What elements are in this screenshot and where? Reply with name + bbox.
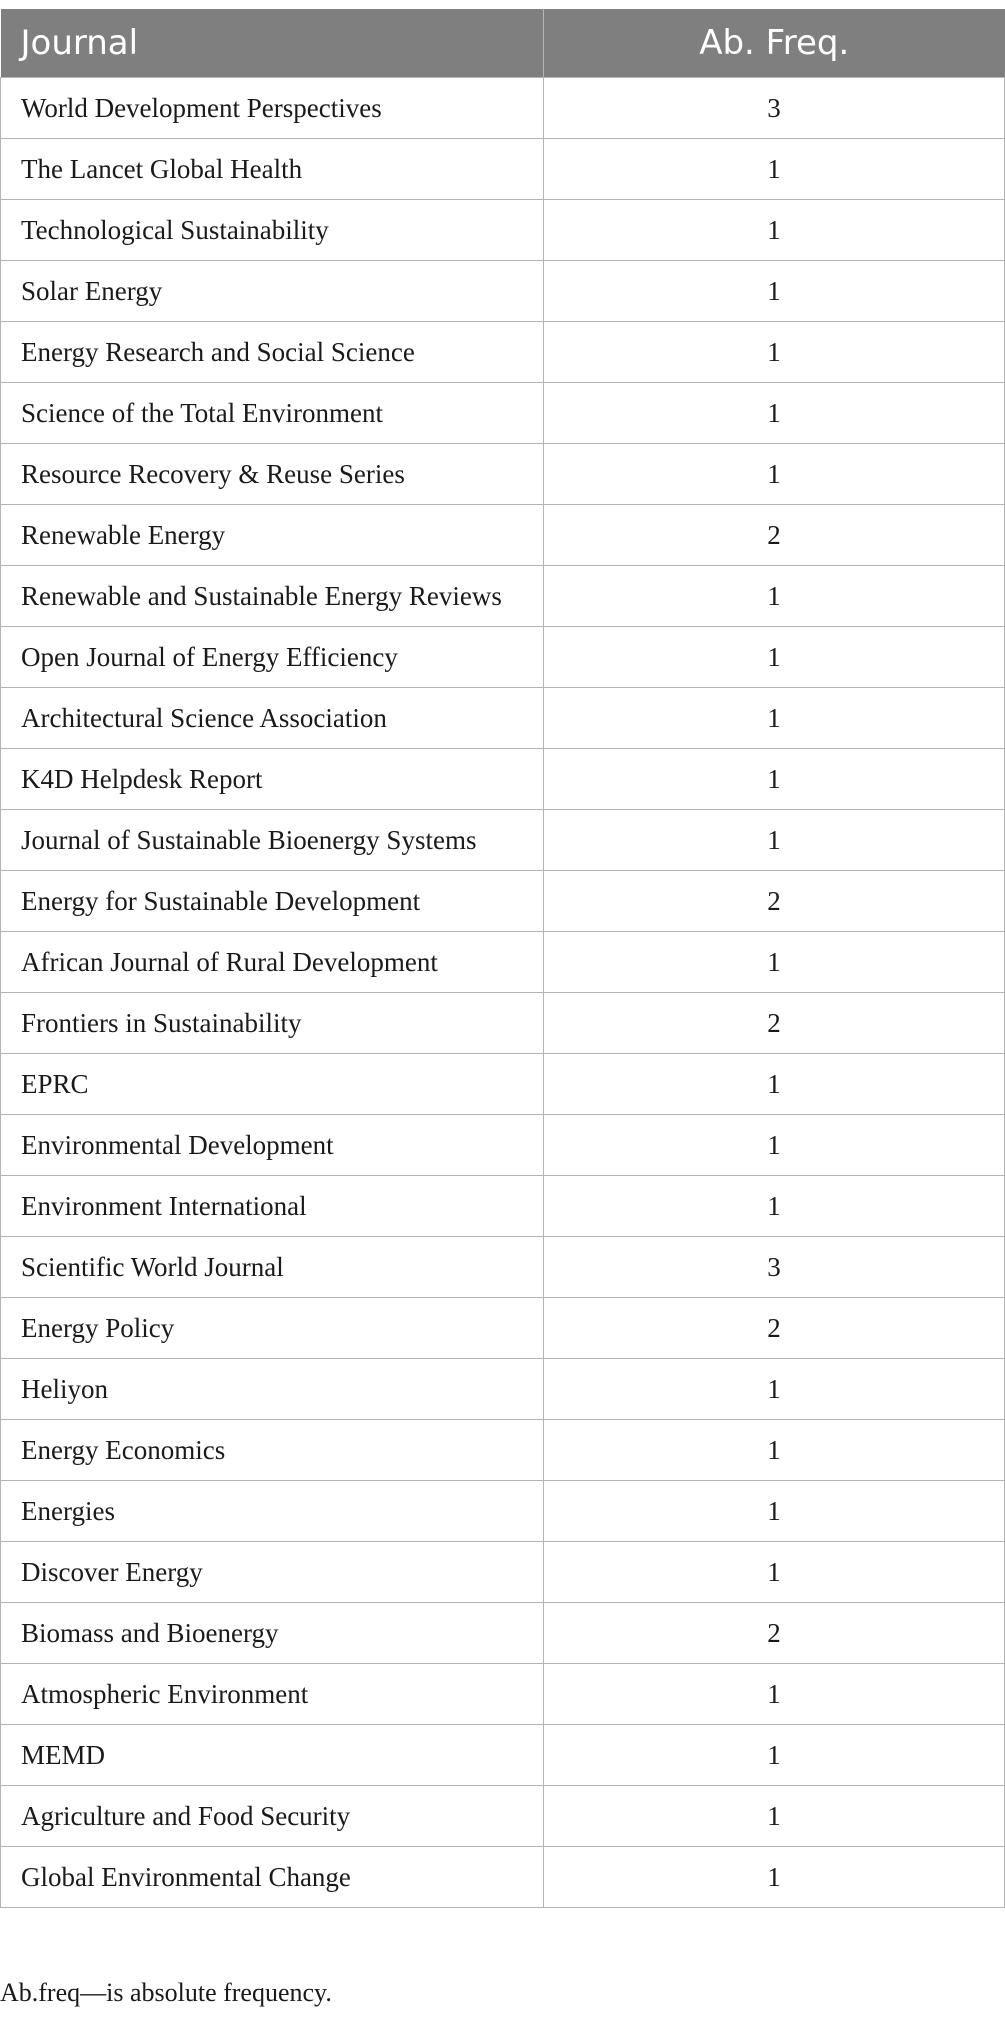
frequency-cell: 1 [544, 1725, 1005, 1786]
journal-name-cell: Renewable Energy [1, 505, 544, 566]
journal-frequency-table [0, 9, 1005, 1908]
frequency-cell: 1 [544, 688, 1005, 749]
table-row [1, 78, 1005, 139]
table-row [1, 627, 1005, 688]
journal-name-cell: Architectural Science Association [1, 688, 544, 749]
journal-name-cell: Energy Economics [1, 1420, 544, 1481]
frequency-cell: 1 [544, 1542, 1005, 1603]
table-row [1, 1420, 1005, 1481]
journal-name-cell: Energy for Sustainable Development [1, 871, 544, 932]
journal-name-cell: Energies [1, 1481, 544, 1542]
frequency-cell: 1 [544, 444, 1005, 505]
table-row [1, 1176, 1005, 1237]
table-row [1, 1664, 1005, 1725]
journal-name-cell: Environment International [1, 1176, 544, 1237]
frequency-cell: 1 [544, 1481, 1005, 1542]
journal-name-cell: Scientific World Journal [1, 1237, 544, 1298]
journal-name-cell: Agriculture and Food Security [1, 1786, 544, 1847]
journal-name-cell: Energy Policy [1, 1298, 544, 1359]
table-row [1, 261, 1005, 322]
journal-name-cell: Frontiers in Sustainability [1, 993, 544, 1054]
frequency-cell: 3 [544, 1237, 1005, 1298]
frequency-cell: 1 [544, 810, 1005, 871]
journal-name-cell: Heliyon [1, 1359, 544, 1420]
journal-name-cell: Environmental Development [1, 1115, 544, 1176]
frequency-cell: 1 [544, 139, 1005, 200]
journal-name-cell: Atmospheric Environment [1, 1664, 544, 1725]
journal-name-cell: EPRC [1, 1054, 544, 1115]
frequency-cell: 3 [544, 78, 1005, 139]
table-row [1, 1054, 1005, 1115]
table-row [1, 1237, 1005, 1298]
table-row [1, 749, 1005, 810]
journal-name-cell: Technological Sustainability [1, 200, 544, 261]
table-row [1, 1786, 1005, 1847]
table-header-row [1, 9, 1005, 78]
table-row [1, 200, 1005, 261]
journal-name-cell: Biomass and Bioenergy [1, 1603, 544, 1664]
table-row [1, 1542, 1005, 1603]
frequency-cell: 1 [544, 1664, 1005, 1725]
frequency-cell: 1 [544, 1176, 1005, 1237]
frequency-cell: 1 [544, 261, 1005, 322]
frequency-cell: 1 [544, 627, 1005, 688]
table-row [1, 1115, 1005, 1176]
journal-name-cell: Journal of Sustainable Bioenergy Systems [1, 810, 544, 871]
frequency-cell: 2 [544, 1603, 1005, 1664]
journal-name-cell: Global Environmental Change [1, 1847, 544, 1908]
table-row [1, 322, 1005, 383]
table-row [1, 566, 1005, 627]
frequency-cell: 2 [544, 993, 1005, 1054]
frequency-cell: 1 [544, 322, 1005, 383]
frequency-cell: 1 [544, 1847, 1005, 1908]
frequency-cell: 1 [544, 932, 1005, 993]
journal-name-cell: Solar Energy [1, 261, 544, 322]
table-row [1, 932, 1005, 993]
journal-name-cell: Discover Energy [1, 1542, 544, 1603]
journal-frequency-table-wrapper [0, 9, 1004, 1908]
table-footnote: Ab.freq—is absolute frequency. [0, 1978, 332, 2007]
table-row [1, 444, 1005, 505]
frequency-cell: 1 [544, 1359, 1005, 1420]
journal-name-cell: Open Journal of Energy Efficiency [1, 627, 544, 688]
table-row [1, 383, 1005, 444]
table-row [1, 1359, 1005, 1420]
frequency-cell: 2 [544, 505, 1005, 566]
table-row [1, 810, 1005, 871]
frequency-cell: 1 [544, 566, 1005, 627]
column-header-journal: Journal [1, 9, 544, 78]
journal-name-cell: Science of the Total Environment [1, 383, 544, 444]
table-body [1, 78, 1005, 1908]
table-row [1, 1481, 1005, 1542]
journal-name-cell: MEMD [1, 1725, 544, 1786]
frequency-cell: 1 [544, 1115, 1005, 1176]
table-row [1, 688, 1005, 749]
journal-name-cell: Resource Recovery & Reuse Series [1, 444, 544, 505]
table-row [1, 871, 1005, 932]
journal-name-cell: K4D Helpdesk Report [1, 749, 544, 810]
journal-name-cell: Energy Research and Social Science [1, 322, 544, 383]
table-row [1, 1725, 1005, 1786]
table-row [1, 993, 1005, 1054]
frequency-cell: 1 [544, 1420, 1005, 1481]
column-header-frequency: Ab. Freq. [544, 9, 1005, 78]
table-row [1, 505, 1005, 566]
frequency-cell: 2 [544, 871, 1005, 932]
journal-name-cell: Renewable and Sustainable Energy Reviews [1, 566, 544, 627]
frequency-cell: 1 [544, 1786, 1005, 1847]
table-row [1, 1603, 1005, 1664]
table-row [1, 1298, 1005, 1359]
frequency-cell: 2 [544, 1298, 1005, 1359]
journal-name-cell: World Development Perspectives [1, 78, 544, 139]
frequency-cell: 1 [544, 1054, 1005, 1115]
journal-name-cell: African Journal of Rural Development [1, 932, 544, 993]
table-row [1, 139, 1005, 200]
table-row [1, 1847, 1005, 1908]
frequency-cell: 1 [544, 749, 1005, 810]
journal-name-cell: The Lancet Global Health [1, 139, 544, 200]
frequency-cell: 1 [544, 383, 1005, 444]
frequency-cell: 1 [544, 200, 1005, 261]
